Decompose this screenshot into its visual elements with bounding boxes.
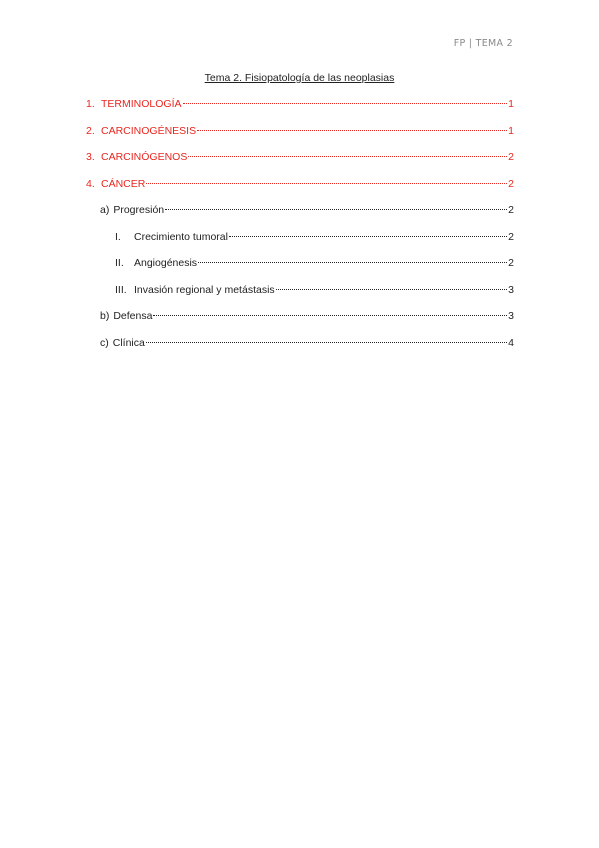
- toc-page-number: 2: [508, 177, 514, 190]
- toc-page-number: 2: [508, 257, 514, 269]
- toc-entry-cancer[interactable]: [86, 178, 514, 205]
- toc-number: 1.: [86, 98, 95, 110]
- toc-page-number: 2: [508, 204, 514, 216]
- toc-number: 4.: [86, 177, 95, 190]
- toc-label: Crecimiento tumoral: [134, 230, 228, 243]
- toc-leader-dots: [153, 315, 507, 316]
- toc-leader-dots: [229, 236, 507, 237]
- toc-leader-dots: [197, 130, 507, 131]
- toc-entry-crecimiento-tumoral[interactable]: [86, 231, 514, 258]
- toc-leader-dots: [165, 209, 507, 210]
- toc-number: a): [100, 204, 110, 216]
- toc-number: II.: [115, 257, 124, 269]
- document-title: Tema 2. Fisiopatología de las neoplasias: [204, 72, 395, 84]
- toc-page-number: 2: [508, 230, 514, 243]
- toc-number: 3.: [86, 151, 95, 163]
- toc-entry-invasion-metastasis[interactable]: [86, 284, 514, 311]
- toc-number: I.: [115, 230, 121, 243]
- toc-label: Angiogénesis: [134, 257, 198, 269]
- toc-leader-dots: [146, 342, 507, 343]
- toc-label: CARCINOGÉNESIS: [101, 124, 197, 137]
- toc-page-number: 1: [508, 124, 514, 137]
- toc-number: III.: [115, 283, 127, 296]
- toc-page-number: 1: [508, 98, 514, 110]
- toc-leader-dots: [198, 262, 507, 263]
- toc-page-number: 4: [508, 336, 514, 349]
- toc-entry-progresion[interactable]: [86, 204, 514, 231]
- toc-label: Invasión regional y metástasis: [134, 283, 275, 296]
- toc-label: TERMINOLOGÍA: [101, 98, 182, 110]
- table-of-contents: [86, 98, 514, 363]
- toc-entry-carcinogenos[interactable]: [86, 151, 514, 178]
- toc-leader-dots: [146, 183, 507, 184]
- toc-entry-carcinogenesis[interactable]: [86, 125, 514, 152]
- toc-label: Progresión: [113, 204, 165, 216]
- toc-entry-angiogenesis[interactable]: [86, 257, 514, 284]
- toc-label: Clínica: [112, 336, 145, 349]
- toc-number: 2.: [86, 124, 95, 137]
- toc-leader-dots: [183, 103, 508, 104]
- page-header: FP | TEMA 2: [453, 38, 513, 49]
- toc-number: b): [100, 310, 110, 322]
- toc-page-number: 3: [508, 283, 514, 296]
- toc-leader-dots: [276, 289, 508, 290]
- toc-entry-defensa[interactable]: [86, 310, 514, 337]
- toc-entry-terminologia[interactable]: [86, 98, 514, 125]
- toc-entry-clinica[interactable]: [86, 337, 514, 364]
- toc-page-number: 2: [508, 151, 514, 163]
- toc-page-number: 3: [508, 310, 514, 322]
- toc-number: c): [100, 336, 109, 349]
- toc-label: CÁNCER: [101, 177, 146, 190]
- toc-label: Defensa: [113, 310, 153, 322]
- toc-label: CARCINÓGENOS: [101, 151, 188, 163]
- toc-leader-dots: [188, 156, 507, 157]
